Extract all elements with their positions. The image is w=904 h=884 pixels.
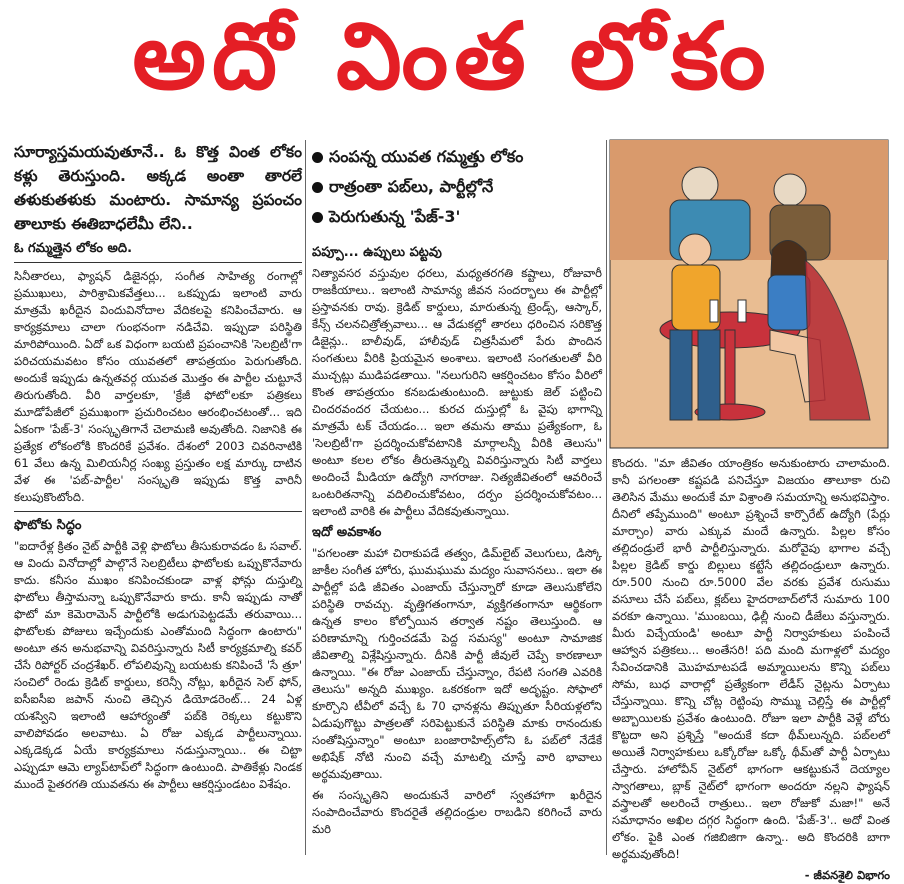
body-paragraph: నిత్యావసర వస్తువుల ధరలు, మధ్యతరగతి కష్టాలు, రోజువారీ రాజకీయాలు.. ఇలాంటి సామాన్య జీవన సందర్భాలు ఈ పార్టీల్లో ప్రస్తావనకు రావు. క్రెడిట్ కార్డులు, మారుతున్న ట్రెండ్స్, ఆస్కార్, కేన్స్ చలనచిత్రోత్సవాలు... ఆ వేడుకల్లో తారలు ధరించిన సరికొత్త డిజైన్లు.. బాలీవుడ్, హాలీవుడ్ చిత్రసీమలో పేరు పొందిన సంగతులు వీరికి ప్రియమైన అంశాలు. ఇలాంటి సంగతులతో వీరి ముచ్చట్లు ముడిపడతాయి. "నలుగురిని ఆకర్షించటం కోసం వీరిలో కొంత తాపత్రయం కనబడుతుంటుంది. జుట్టుకు జెల్ పట్టించి చిందరవందర చేయటం... కురచ దుస్తుల్లో ఓ వైపు భాగాన్ని మాత్రమే టక్ చేయడం... ఇలా తమను తాము ప్రత్యేకంగా, ఓ 'సెలబ్రిటీ'గా ప్రదర్శించుకోవటానికి మార్గాలన్నీ వీరికి తెలుసు" అంటూ కలల లోకం తీరుతెన్నుల్ని వివరిస్తున్నారు సిటీ వార్తలు అందించే మీడియా ఉద్యోగి నాగరాజు. నిత్యజీవితంలో ఆవరించే ఒంటరితనాన్ని వదిలించుకోవటం, దర్పం ప్రదర్శించుకోవటం... ఇలాంటి వారికి ఈ పార్టీలు వేదికవుతున్నాయి.: [312, 266, 602, 518]
column-rule: [305, 140, 306, 855]
bullet-item: [312, 172, 602, 202]
subhead-1: పప్పూ... ఉప్పులు పట్టవు: [312, 245, 442, 260]
body-paragraph: "పగలంతా మహా చిరాకుపడే తత్వం, డిమ్‌లైట్ వెలుగులు, డిస్కో జాకీల సంగీత హోరు, ఘుమఘుమ మద్యం సువాసనలు.. ఇలా ఈ పార్టీల్లో పడి జీవితం ఎంజాయ్ చేస్తున్నారో కూడా తెలుసుకోలేని పరిస్థితి రావచ్చు. వృత్తిగతంగానూ, వ్యక్తిగతంగానూ ఆర్థికంగా ఉన్నత కాలం కోల్పోయిన తర్వాత నష్టం తెలుస్తుంది. ఆ పరిణామాన్ని గుర్తించడమే పెద్ద సమస్య" అంటూ సామాజిక జీవితాల్ని విశ్లేషిస్తున్నారు. దీనికి పార్టీ జీవులే చెప్పే కారణాలూ ఉన్నాయి. "ఈ రోజు ఎంజాయ్ చేస్తున్నాం, రేపటి సంగతి ఎవరికి తెలుసు" అన్నది ముఖ్యం. ఒకరకంగా ఇదో అదృష్టం. సోఫాలో కూర్చొని టీవీలో వచ్చే ఓ 70 ఛానళ్లను తిప్పుతూ సీరియళ్లలోని ఏడుపుగొట్టు పాత్రలతో సరిపెట్టుకునే పరిస్థితి మాకు రానందుకు సంతోషిస్తున్నాం" అంటూ బంజారాహిల్స్‌లోని ఓ పబ్‌లో నేడేకే అభిషేక్ నోటి నుంచి వచ్చే మాటల్ని చూస్తే వారి భావాలు అర్థమవుతాయి.: [312, 546, 602, 781]
body-paragraph: ఈ సంస్కృతిని అందుకునే వారిలో స్వతహాగా ఖరీదైన సంపాదించేవారు కొందరైతే తల్లిదండ్రుల రాబడిని కరిగించే వారు మరి: [312, 788, 602, 836]
bullet-item: [312, 202, 602, 232]
couple-at-cafe-illustration: [610, 140, 888, 448]
bullet-text: సంపన్న యువత గమ్మత్తు లోకం: [329, 147, 524, 166]
highlight-bullets: [312, 142, 602, 232]
bullet-text: రాత్రంతా పబ్‌లు, పార్టీల్లోనే: [329, 177, 494, 196]
page-headline: అదో వింత లోకం: [132, 2, 772, 110]
divider: [14, 511, 302, 512]
subhead-2: ఇదో అవకాశం: [312, 525, 382, 540]
bullet-dot-icon: [312, 152, 323, 163]
column-rule: [606, 140, 607, 855]
article-column-2: [312, 240, 602, 860]
lead-tail: ఓ గమ్మత్తైన లోకం అది.: [14, 241, 133, 256]
bullet-dot-icon: [312, 182, 323, 193]
lead-paragraph: సూర్యాస్తమయవుతూనే.. ఓ కొత్త వింత లోకం కళ్లు తెరుస్తుంది. అక్కడ అంతా తారలే తళుకుతళుకు మంటారు. సామాన్య ప్రపంచం తాలూకు ఈతిబాధలేమీ లేని..: [14, 143, 302, 233]
body-paragraph: సినీతారలు, ఫ్యాషన్ డిజైనర్లు, సంగీత సాహిత్య రంగాల్లో ప్రముఖులు, పారిశ్రామికవేత్తలు... ఒకప్పుడు ఇలాంటి వారు మాత్రమే ఖరీదైన విందువినోదాల వేదికలపై కనిపించేవారు. ఆ కార్యక్రమాలు చాలా గుంభనంగా నడిచేవి. ఇప్పుడా పరిస్థితి మారిపోయింది. ఏదో ఒక విధంగా బయటి ప్రపంచానికి 'సెలబ్రిటీ'గా పరిచయమవటం కోసం యువతలో తాపత్రయం పెరుగుతోంది. అందుకే ఇప్పుడు ఉన్నతవర్గ యువత మొత్తం ఈ పార్టీల చుట్టూనే తిరుగుతోంది. వీరి వార్తలకూ, 'క్రేజీ ఫోటో'లకూ పత్రికలు మూడోపేజీలో ప్రముఖంగా ప్రచురించటం ఆరంభించటంతో... ఇది ఏకంగా 'పేజ్-3' సంస్కృతిగానే చెలామణి అవుతోంది. నిజానికి ఈ ప్రత్యేక లోకంలోకి కొందరికే ప్రవేశం. దేశంలో 2003 చివరినాటికి 61 వేలు ఉన్న మిలియనీర్ల సంఖ్య ప్రస్తుతం లక్ష మార్కు దాటిన వేళ ఈ 'పబ్-పార్టీల' సంస్కృతి ఇప్పుడు కొత్త వారినీ కలుపుకొంటోంది.: [14, 269, 302, 504]
article-column-1: [14, 140, 302, 860]
body-paragraph: "ఐదారేళ్ల క్రితం నైట్ పార్టీకి వెళ్లి ఫొటోలు తీసుకురావడం ఓ సవాల్. ఆ విందు వినోదాల్లో పాల్గొనే సెలబ్రిటీలు ఫొటోలకు ఒప్పుకొనేవారు కాదు. కనీసం ముఖం కనిపించకుండా వాళ్ల ఫోన్లు దుస్తుల్ని ఫొటోలు తీస్తామన్నా ఒప్పుకొనేవారు కాదు. కానీ ఇప్పుడు నాతో ఫొటో మా కెమెరామెన్ పార్టీలోకి అడుగుపెట్టడమే తరువాయి... ఫొటోలకు పోజులు ఇచ్చేందుకు ఎంతోమంది సిద్ధంగా ఉంటారు" అంటూ తన అనుభవాన్ని వివరిస్తున్నారు సిటీ కార్యక్రమాల్ని కవర్ చేసే రిపోర్టర్ చంద్రశేఖర్. లోపలివున్ని బయటకు కనిపించే 'సే త్రూ' సంచిలో రెండు క్రెడిట్ కార్డులు, కరెన్సీ నోట్లు, ఖరీదైన సెల్ ఫోన్, ఐసీఐసీఐ జపాన్ నుంచి తెచ్చిన డియోడరెంట్... 24 ఏళ్ల యశస్విని ఇలాంటి ఆహార్యంతో పబ్‌కి రెక్కలు కట్టుకొని వాలిపోవడం అలవాటు. ఏ రోజు ఎక్కడ పార్టీలున్నాయి. ఎక్కడెక్కడ ఏయే కార్యక్రమాలు నడుస్తున్నాయి.. ఈ చిట్టా ఎప్పుడూ ఆమె ల్యాప్‌టాప్‌లో సిద్ధంగా ఉంటుంది. పాతికేళ్లు నిండక ముందే పైతరగతి యువతను ఈ పార్టీలు ఆకర్షిస్తుండటం విశేషం.: [14, 539, 302, 791]
divider: [14, 262, 302, 263]
bullet-text: పెరుగుతున్న 'పేజ్-3': [329, 207, 461, 226]
article-column-3: [612, 455, 890, 882]
bullet-dot-icon: [312, 212, 323, 223]
bullet-item: [312, 142, 602, 172]
subhead-photo: ఫొటోకు సిద్ధం: [14, 518, 82, 533]
author-credit: - జీవనశైలి విభాగం: [804, 868, 890, 882]
body-paragraph: కొందరు. "మా జీవితం యాంత్రికం అనుకుంటారు చాలామంది. కానీ పగలంతా కష్టపడి పనిచేస్తూ విజయం తాలూకా రుచి తెలిసిన మేము అందుకే మా విశ్రాంతి సమయాన్ని అనుభవిస్తాం. దీనిలో తప్పేముంది" అంటూ ప్రశ్నించే కార్పొరేట్ ఉద్యోగి (పేర్లు మార్చాం) వారు ఎక్కువ మందే ఉన్నారు. పిల్లల కోసం తల్లిదండ్రులే భారీ పార్టీలిస్తున్నారు. మరోవైపు భాగాల వచ్చే పిల్లల క్రెడిట్ కార్డు బిల్లులు కట్టేసే తల్లిదండ్రులూ ఉన్నారు. రూ.500 నుంచి రూ.5000 వేల వరకు ప్రవేశ రుసుము వసూలు చేసే పబ్‌లు, క్లబ్‌లు హైదరాబాద్‌లోనే సుమారు 100 వరకూ ఉన్నాయి. 'ముంబయి, ఢిల్లీ నుంచి డీజేలు వస్తున్నారు. మీరు విచ్చేయండి' అంటూ పార్టీ నిర్వాహకులు పంపించే ఆహ్వాన పత్రికలు... అంతేసరి! పది మంది మగాళ్లలో మద్యం సేవించడానికి మొహమాటపడే అమ్మాయిలను కొన్ని పబ్‌లు సోమ, బుధ వారాల్లో ప్రత్యేకంగా లేడీస్ నైట్లను ఏర్పాటు చేస్తున్నాయి. కొన్ని చోట్ల రెట్టింపు సొమ్ము చెల్లిస్తే ఈ పార్టీల్లో అబ్బాయిలకు ప్రవేశం ఉంటుంది. రోజూ ఇలా పార్టీకి వెళ్లే బోరు కొట్టదా అని ప్రశ్నిస్తే "అందుకే కదా థీమ్‌లున్నది. పబ్‌లలో అయితే నిర్వాహకులు ఒక్కోరోజు ఒక్కో థీమ్‌తో పార్టీ ఏర్పాటు చేస్తారు. హాలోవీన్ నైట్‌లో భాగంగా ఆకట్టుకునే దెయ్యాల స్వాగతాలు, బ్లాక్ నైట్‌లో భాగంగా అందరూ నల్లని ఫ్యాషన్ వస్త్రాలతో అలరించే రాత్రులు.. ఇలా రోజుకో మజా!" అనే సమాధానం అఖిల దగ్గర సిద్ధంగా ఉంది. 'పేజ్-3'.. అదో వింత లోకం. పైకి ఎంత గజిబిజిగా ఉన్నా.. అది కొందరికి బాగా అర్థమవుతోంది!: [612, 456, 890, 861]
